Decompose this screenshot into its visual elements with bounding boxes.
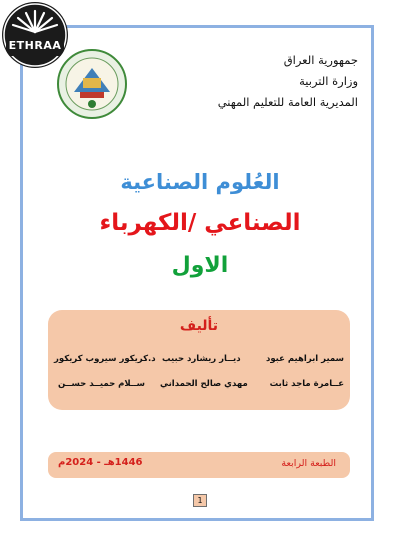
author-name: سمير ابراهيم عبود xyxy=(265,354,344,364)
edition-label: الطبعة الرابعة xyxy=(281,458,336,469)
badge-label: ETHRAA xyxy=(8,39,62,52)
country-line: جمهورية العراق xyxy=(283,53,358,67)
author-name: عــامرة ماجد ثابت xyxy=(269,379,344,389)
author-name: د.كريكور سيروب كريكور xyxy=(54,354,156,364)
authors-heading: تأليف xyxy=(179,318,219,334)
subject-title: العُلوم الصناعية xyxy=(120,170,280,194)
page-number: 1 xyxy=(193,494,207,507)
ministry-line: وزارة التربية xyxy=(299,74,358,88)
year-label: 1446هـ - 2024م xyxy=(58,457,143,468)
edition-bar xyxy=(48,452,350,478)
authors-panel xyxy=(48,310,350,410)
author-name: مهدي صالح الحمداني xyxy=(160,379,248,389)
directorate-line: المديرية العامة للتعليم المهني xyxy=(217,95,358,109)
branch-title: الصناعي /الكهرباء xyxy=(99,210,301,236)
issuer-header xyxy=(208,50,358,113)
ministry-seal-icon xyxy=(56,48,128,120)
grade-title: الاول xyxy=(171,253,229,278)
author-name: ســلام حميــد حســن xyxy=(58,379,146,389)
author-name: ديــار ريشارد حبيب xyxy=(162,354,241,364)
